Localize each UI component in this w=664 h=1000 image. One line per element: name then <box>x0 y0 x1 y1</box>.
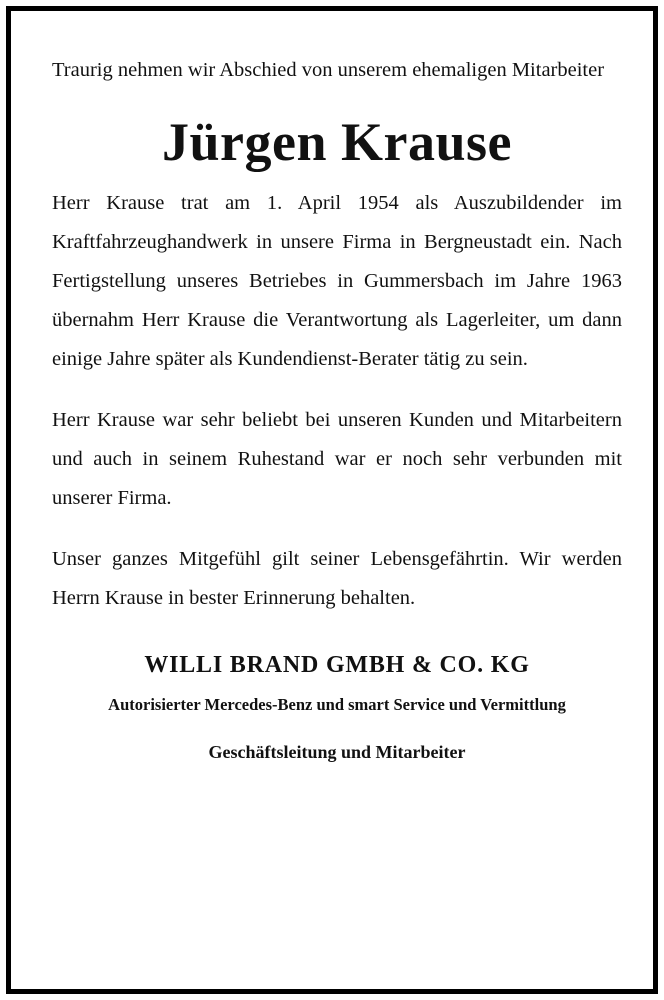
company-service-line: Autorisierter Mercedes-Benz und smart Service und Vermittlung <box>108 695 566 714</box>
obituary-content <box>52 51 622 765</box>
paragraph-customers: Herr Krause war sehr beliebt bei unseren Kunden und Mitarbeitern und auch in seinem Ruhestand war er noch sehr verbunden mit unserer Firma. <box>52 409 622 509</box>
obituary-frame <box>6 6 658 994</box>
company-name: WILLI BRAND GMBH & CO. KG <box>144 652 530 678</box>
paragraph-career: Herr Krause trat am 1. April 1954 als Auszubildender im Kraftfahrzeughandwerk in unsere Firma in Bergneustadt ein. Nach Fertigstellung unseres Betriebes in Gummersbach im Jahre 1963 übernahm Herr Krause die Verantwortung als Lagerleiter, um dann einige Jahre später als Kundendienst-Berater tätig zu sein. <box>52 192 622 370</box>
signoff: Geschäftsleitung und Mitarbeiter <box>208 742 466 762</box>
deceased-name: Jürgen Krause <box>162 112 512 172</box>
paragraph-condolences: Unser ganzes Mitgefühl gilt seiner Lebensgefährtin. Wir werden Herrn Krause in bester Erinnerung behalten. <box>52 548 622 609</box>
intro-text: Traurig nehmen wir Abschied von unserem ehemaligen Mitarbeiter <box>52 59 605 81</box>
